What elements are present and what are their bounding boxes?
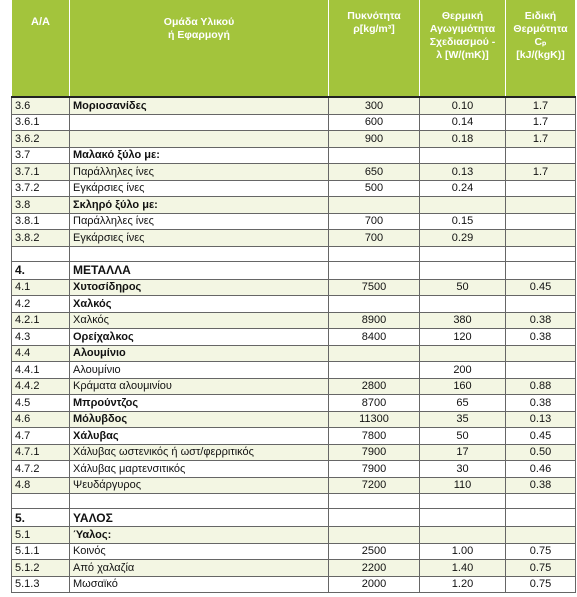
row-cp-cell: 0.45: [506, 428, 576, 445]
row-lambda-cell: 50: [420, 279, 506, 296]
row-density-cell: 7500: [329, 279, 420, 296]
row-name-cell: Μωσαϊκό: [70, 576, 329, 593]
row-id-cell: 3.7.1: [12, 164, 70, 181]
row-id-cell: 3.8: [12, 197, 70, 214]
row-cp-cell: 1.7: [506, 164, 576, 181]
row-name-cell: Εγκάρσιες ίνες: [70, 180, 329, 197]
row-cp-cell: 0.45: [506, 279, 576, 296]
row-name-cell: Χάλυβας μαρτενσιτικός: [70, 461, 329, 478]
row-density-cell: [329, 147, 420, 164]
header-conductivity-line1: Θερμική: [441, 10, 484, 22]
row-name-cell: Αλουμίνιο: [70, 362, 329, 379]
table-row: [12, 527, 576, 544]
row-name-cell: Ορείχαλκος: [70, 329, 329, 346]
row-name-cell: Ύαλος:: [70, 527, 329, 544]
table-row: [12, 114, 576, 131]
table-row: [12, 97, 576, 114]
section-separator: [12, 246, 576, 261]
row-lambda-cell: 0.14: [420, 114, 506, 131]
section-title: ΜΕΤΑΛΛΑ: [70, 261, 329, 279]
row-name-cell: Σκληρό ξύλο με:: [70, 197, 329, 214]
row-cp-cell: 0.38: [506, 395, 576, 412]
row-name-cell: Από χαλαζία: [70, 560, 329, 577]
table-row: [12, 213, 576, 230]
row-lambda-cell: 380: [420, 312, 506, 329]
row-cp-cell: 0.75: [506, 560, 576, 577]
row-density-cell: [329, 527, 420, 544]
header-density-line2: ρ[kg/m³]: [353, 23, 395, 35]
table-row: [12, 395, 576, 412]
row-name-cell: Μαλακό ξύλο με:: [70, 147, 329, 164]
row-density-cell: 700: [329, 213, 420, 230]
row-cp-cell: 1.7: [506, 131, 576, 148]
row-cp-cell: 0.46: [506, 461, 576, 478]
row-density-cell: 650: [329, 164, 420, 181]
row-lambda-cell: 35: [420, 411, 506, 428]
section-empty-cell: [506, 261, 576, 279]
section-empty-cell: [420, 509, 506, 527]
row-density-cell: 600: [329, 114, 420, 131]
row-id-cell: 3.6.1: [12, 114, 70, 131]
header-heat-line4: [kJ/(kgK)]: [516, 49, 565, 61]
header-group-line1: Ομάδα Υλικού: [163, 16, 235, 28]
section-empty-cell: [329, 509, 420, 527]
row-density-cell: 7200: [329, 477, 420, 494]
row-cp-cell: 1.7: [506, 97, 576, 114]
materials-table-wrapper: [11, 0, 575, 593]
section-empty-cell: [420, 261, 506, 279]
separator-cell: [329, 494, 420, 509]
row-id-cell: 4.7.1: [12, 444, 70, 461]
row-cp-cell: [506, 230, 576, 247]
row-cp-cell: 0.75: [506, 576, 576, 593]
row-name-cell: Μπρούντζος: [70, 395, 329, 412]
table-row: [12, 329, 576, 346]
row-name-cell: Εγκάρσιες ίνες: [70, 230, 329, 247]
separator-cell: [506, 246, 576, 261]
header-conductivity-line2: Αγωγιμότητα: [429, 23, 496, 35]
row-cp-cell: [506, 213, 576, 230]
row-lambda-cell: 110: [420, 477, 506, 494]
table-row: [12, 164, 576, 181]
section-number: 5.: [12, 509, 70, 527]
header-density-line1: Πυκνότητα: [347, 10, 401, 22]
row-id-cell: 3.6.2: [12, 131, 70, 148]
table-row: [12, 296, 576, 313]
table-row: [12, 345, 576, 362]
header-heat-line1: Ειδική: [524, 10, 557, 22]
row-id-cell: 4.6: [12, 411, 70, 428]
separator-cell: [420, 494, 506, 509]
row-density-cell: [329, 296, 420, 313]
row-id-cell: 3.8.2: [12, 230, 70, 247]
row-density-cell: 8900: [329, 312, 420, 329]
row-lambda-cell: [420, 147, 506, 164]
row-id-cell: 4.1: [12, 279, 70, 296]
row-density-cell: 700: [329, 230, 420, 247]
row-id-cell: 3.7.2: [12, 180, 70, 197]
row-name-cell: Χάλυβας: [70, 428, 329, 445]
row-cp-cell: [506, 527, 576, 544]
row-density-cell: 7800: [329, 428, 420, 445]
row-id-cell: 4.7.2: [12, 461, 70, 478]
row-density-cell: [329, 345, 420, 362]
table-row: [12, 312, 576, 329]
row-density-cell: [329, 362, 420, 379]
table-row: [12, 131, 576, 148]
row-id-cell: 4.2: [12, 296, 70, 313]
row-name-cell: Παράλληλες ίνες: [70, 213, 329, 230]
header-row: [12, 0, 576, 97]
table-row: [12, 576, 576, 593]
row-cp-cell: 0.38: [506, 329, 576, 346]
separator-cell: [12, 494, 70, 509]
table-row: [12, 428, 576, 445]
row-name-cell: Μοριοσανίδες: [70, 97, 329, 114]
row-cp-cell: 0.50: [506, 444, 576, 461]
table-row: [12, 444, 576, 461]
row-name-cell: Μόλυβδος: [70, 411, 329, 428]
row-id-cell: 4.5: [12, 395, 70, 412]
row-lambda-cell: 17: [420, 444, 506, 461]
row-id-cell: 4.7: [12, 428, 70, 445]
row-density-cell: 2800: [329, 378, 420, 395]
table-row: [12, 279, 576, 296]
row-cp-cell: [506, 180, 576, 197]
row-name-cell: Κοινός: [70, 543, 329, 560]
table-row: [12, 411, 576, 428]
row-lambda-cell: 65: [420, 395, 506, 412]
row-density-cell: 11300: [329, 411, 420, 428]
header-conductivity-line4: λ [W/(mK)]: [436, 49, 489, 61]
row-id-cell: 4.4: [12, 345, 70, 362]
row-id-cell: 3.7: [12, 147, 70, 164]
header-aa: [12, 0, 70, 97]
row-name-cell: Κράματα αλουμινίου: [70, 378, 329, 395]
thermal-properties-table: [11, 0, 576, 593]
row-name-cell: [70, 114, 329, 131]
row-name-cell: Χάλυβας ωστενικός ή ωστ/φερριτικός: [70, 444, 329, 461]
separator-cell: [329, 246, 420, 261]
row-lambda-cell: 1.40: [420, 560, 506, 577]
row-id-cell: 4.2.1: [12, 312, 70, 329]
row-density-cell: 7900: [329, 444, 420, 461]
row-lambda-cell: 0.15: [420, 213, 506, 230]
row-density-cell: 900: [329, 131, 420, 148]
table-row: [12, 378, 576, 395]
row-density-cell: 8400: [329, 329, 420, 346]
table-row: [12, 461, 576, 478]
section-header-row: [12, 509, 576, 527]
row-id-cell: 3.8.1: [12, 213, 70, 230]
row-lambda-cell: 1.00: [420, 543, 506, 560]
row-lambda-cell: [420, 296, 506, 313]
row-name-cell: Χαλκός: [70, 312, 329, 329]
row-cp-cell: 1.7: [506, 114, 576, 131]
table-row: [12, 543, 576, 560]
separator-cell: [12, 246, 70, 261]
row-lambda-cell: 0.10: [420, 97, 506, 114]
row-name-cell: Αλουμίνιο: [70, 345, 329, 362]
header-heat-line2: Θερμότητα: [513, 23, 568, 35]
row-id-cell: 4.4.2: [12, 378, 70, 395]
separator-cell: [420, 246, 506, 261]
row-density-cell: 7900: [329, 461, 420, 478]
header-material-group: [70, 0, 329, 97]
row-density-cell: [329, 197, 420, 214]
row-lambda-cell: 1.20: [420, 576, 506, 593]
row-id-cell: 3.6: [12, 97, 70, 114]
row-cp-cell: 0.38: [506, 312, 576, 329]
row-cp-cell: [506, 362, 576, 379]
row-id-cell: 5.1.3: [12, 576, 70, 593]
separator-cell: [70, 246, 329, 261]
header-density: [329, 0, 420, 97]
table-row: [12, 477, 576, 494]
table-row: [12, 197, 576, 214]
section-empty-cell: [329, 261, 420, 279]
row-name-cell: Χυτοσίδηρος: [70, 279, 329, 296]
row-lambda-cell: [420, 527, 506, 544]
row-id-cell: 5.1: [12, 527, 70, 544]
row-lambda-cell: 160: [420, 378, 506, 395]
table-body: [12, 97, 576, 593]
row-cp-cell: [506, 296, 576, 313]
row-id-cell: 4.3: [12, 329, 70, 346]
header-conductivity-line3: Σχεδιασμού -: [429, 36, 496, 48]
row-id-cell: 5.1.2: [12, 560, 70, 577]
row-lambda-cell: 120: [420, 329, 506, 346]
table-row: [12, 362, 576, 379]
section-title: ΥΑΛΟΣ: [70, 509, 329, 527]
header-aa-label: Α/Α: [31, 16, 50, 28]
row-density-cell: 2000: [329, 576, 420, 593]
header-specific-heat: [506, 0, 576, 97]
row-id-cell: 5.1.1: [12, 543, 70, 560]
section-empty-cell: [506, 509, 576, 527]
table-row: [12, 230, 576, 247]
header-group-line2: ή Εφαρμογή: [168, 29, 230, 41]
header-conductivity: [420, 0, 506, 97]
row-cp-cell: 0.13: [506, 411, 576, 428]
separator-cell: [70, 494, 329, 509]
table-header: [12, 0, 576, 97]
row-id-cell: 4.4.1: [12, 362, 70, 379]
row-cp-cell: [506, 345, 576, 362]
row-lambda-cell: [420, 197, 506, 214]
row-name-cell: [70, 131, 329, 148]
row-cp-cell: 0.88: [506, 378, 576, 395]
row-density-cell: 300: [329, 97, 420, 114]
row-lambda-cell: 0.24: [420, 180, 506, 197]
row-lambda-cell: 50: [420, 428, 506, 445]
row-lambda-cell: 0.13: [420, 164, 506, 181]
row-cp-cell: [506, 147, 576, 164]
row-id-cell: 4.8: [12, 477, 70, 494]
row-density-cell: 500: [329, 180, 420, 197]
section-separator: [12, 494, 576, 509]
row-cp-cell: 0.75: [506, 543, 576, 560]
table-row: [12, 180, 576, 197]
table-row: [12, 560, 576, 577]
row-lambda-cell: [420, 345, 506, 362]
row-lambda-cell: 30: [420, 461, 506, 478]
row-lambda-cell: 0.29: [420, 230, 506, 247]
separator-cell: [506, 494, 576, 509]
table-row: [12, 147, 576, 164]
row-lambda-cell: 0.18: [420, 131, 506, 148]
row-cp-cell: 0.38: [506, 477, 576, 494]
row-name-cell: Ψευδάργυρος: [70, 477, 329, 494]
row-density-cell: 2200: [329, 560, 420, 577]
header-heat-line3: Cₚ: [534, 36, 547, 48]
row-density-cell: 2500: [329, 543, 420, 560]
row-name-cell: Χαλκός: [70, 296, 329, 313]
row-density-cell: 8700: [329, 395, 420, 412]
row-lambda-cell: 200: [420, 362, 506, 379]
section-header-row: [12, 261, 576, 279]
section-number: 4.: [12, 261, 70, 279]
row-cp-cell: [506, 197, 576, 214]
row-name-cell: Παράλληλες ίνες: [70, 164, 329, 181]
